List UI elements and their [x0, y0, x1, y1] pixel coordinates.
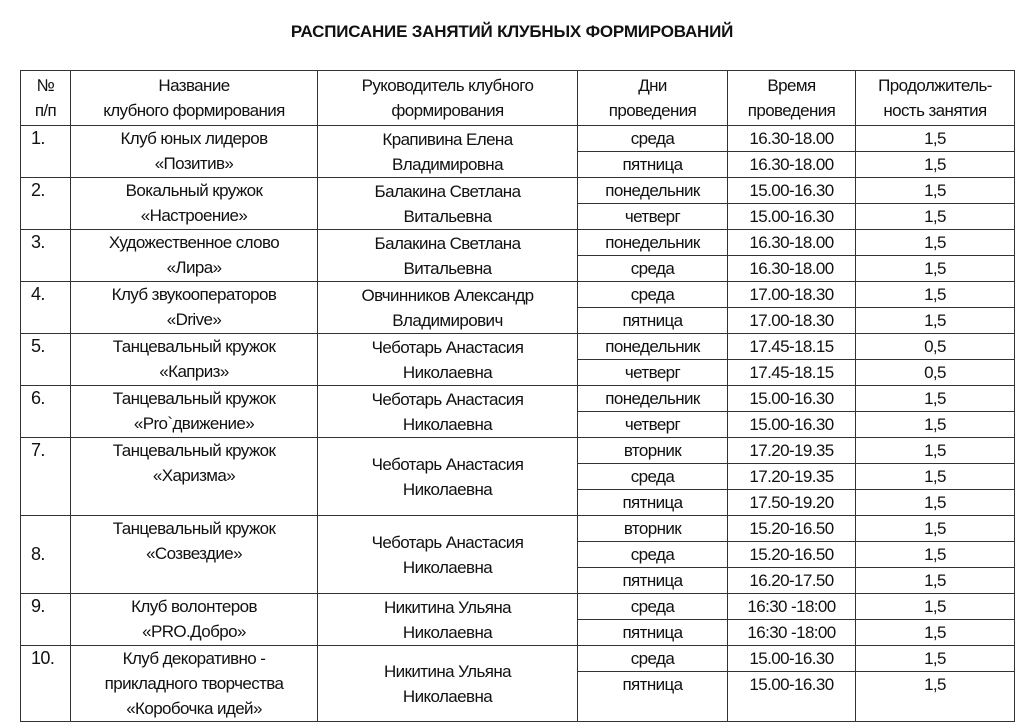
header-row — [21, 71, 1015, 126]
header-line: п/п — [34, 101, 57, 120]
session-day: пятница — [578, 568, 728, 594]
session-duration: 1,5 — [856, 490, 1015, 516]
session-time: 15.00-16.30 — [728, 204, 856, 230]
table-row — [21, 594, 1015, 620]
session-duration: 1,5 — [856, 672, 1015, 722]
session-time: 16.30-18.00 — [728, 152, 856, 178]
club-leader-line: Балакина Светлана — [374, 181, 521, 201]
session-time: 16.20-17.50 — [728, 568, 856, 594]
club-name-line: Танцевальный кружок — [112, 519, 276, 538]
table-row — [21, 178, 1015, 204]
session-time: 17.45-18.15 — [728, 360, 856, 386]
club-leader-line: Витальевна — [403, 206, 492, 226]
session-day: четверг — [578, 204, 728, 230]
club-leader-line: Крапивина Елена — [382, 129, 513, 149]
header-line: Дни — [638, 76, 667, 95]
session-time: 16.30-18.00 — [728, 230, 856, 256]
club-leader-line: Балакина Светлана — [374, 233, 521, 253]
club-leader — [318, 230, 578, 282]
session-day: среда — [578, 542, 728, 568]
club-leader-line: Никитина Ульяна — [383, 597, 512, 617]
header-club-name — [71, 71, 318, 126]
session-day: пятница — [578, 152, 728, 178]
session-time: 15.00-16.30 — [728, 178, 856, 204]
row-number: 1. — [21, 126, 71, 178]
club-name — [71, 516, 318, 594]
club-name — [71, 438, 318, 516]
club-leader-line: Владимирович — [392, 310, 503, 330]
row-number: 9. — [21, 594, 71, 646]
club-leader — [318, 178, 578, 230]
session-day: пятница — [578, 490, 728, 516]
club-name — [71, 178, 318, 230]
session-day: пятница — [578, 620, 728, 646]
session-time: 17.50-19.20 — [728, 490, 856, 516]
session-day: понедельник — [578, 178, 728, 204]
session-time: 15.20-16.50 — [728, 542, 856, 568]
club-name-line: Клуб волонтеров — [131, 597, 257, 616]
session-duration: 1,5 — [856, 204, 1015, 230]
club-name-line: «Лира» — [166, 258, 222, 277]
club-leader-line: Владимировна — [392, 154, 503, 174]
session-time: 15.00-16.30 — [728, 672, 856, 722]
schedule-table — [20, 70, 1015, 722]
session-duration: 1,5 — [856, 256, 1015, 282]
table-row — [21, 334, 1015, 360]
club-leader-line: Чеботарь Анастасия — [371, 389, 524, 409]
club-name — [71, 646, 318, 722]
header-line: проведения — [608, 101, 697, 120]
session-time: 15.00-16.30 — [728, 386, 856, 412]
session-duration: 1,5 — [856, 516, 1015, 542]
session-duration: 1,5 — [856, 178, 1015, 204]
session-duration: 1,5 — [856, 542, 1015, 568]
session-day: понедельник — [578, 386, 728, 412]
club-leader-line: Николаевна — [402, 479, 493, 499]
header-line: Название — [158, 76, 230, 95]
session-day: среда — [578, 594, 728, 620]
club-leader-line: Николаевна — [402, 557, 493, 577]
club-leader-line: Чеботарь Анастасия — [371, 454, 524, 474]
session-time: 15.00-16.30 — [728, 412, 856, 438]
session-time: 16:30 -18:00 — [728, 620, 856, 646]
club-name-line: «Коробочка идей» — [126, 699, 262, 718]
table-row — [21, 438, 1015, 464]
club-leader — [318, 386, 578, 438]
session-time: 16:30 -18:00 — [728, 594, 856, 620]
club-name-line: Вокальный кружок — [125, 181, 263, 200]
session-time: 15.00-16.30 — [728, 646, 856, 672]
club-name — [71, 126, 318, 178]
session-duration: 1,5 — [856, 412, 1015, 438]
row-number: 3. — [21, 230, 71, 282]
header-line: № — [36, 76, 55, 95]
club-name-line: Танцевальный кружок — [112, 389, 276, 408]
club-leader — [318, 126, 578, 178]
session-duration: 1,5 — [856, 126, 1015, 152]
session-time: 15.20-16.50 — [728, 516, 856, 542]
club-name-line: «Позитив» — [154, 154, 234, 173]
session-time: 17.20-19.35 — [728, 464, 856, 490]
table-row — [21, 516, 1015, 542]
club-name-line: Клуб юных лидеров — [120, 129, 268, 148]
session-duration: 0,5 — [856, 360, 1015, 386]
club-name — [71, 282, 318, 334]
club-name — [71, 386, 318, 438]
header-line: Руководитель клубного — [361, 76, 534, 95]
session-day: среда — [578, 256, 728, 282]
session-day: четверг — [578, 360, 728, 386]
club-leader — [318, 646, 578, 722]
club-name-line: прикладного творчества — [104, 674, 284, 693]
session-time: 17.00-18.30 — [728, 308, 856, 334]
club-name-line: Клуб звукооператоров — [111, 285, 277, 304]
session-day: четверг — [578, 412, 728, 438]
row-number: 10. — [21, 646, 71, 722]
session-day: пятница — [578, 672, 728, 722]
session-duration: 1,5 — [856, 464, 1015, 490]
club-name — [71, 230, 318, 282]
table-row — [21, 646, 1015, 672]
session-duration: 1,5 — [856, 230, 1015, 256]
session-duration: 1,5 — [856, 568, 1015, 594]
session-day: среда — [578, 282, 728, 308]
table-row — [21, 386, 1015, 412]
row-number: 4. — [21, 282, 71, 334]
club-leader-line: Чеботарь Анастасия — [371, 532, 524, 552]
row-number: 7. — [21, 438, 71, 516]
club-leader — [318, 594, 578, 646]
header-days — [578, 71, 728, 126]
session-duration: 1,5 — [856, 438, 1015, 464]
header-line: формирования — [391, 101, 504, 120]
club-name-line: «Каприз» — [159, 362, 229, 381]
session-duration: 0,5 — [856, 334, 1015, 360]
table-row — [21, 230, 1015, 256]
club-leader-line: Овчинников Александр — [361, 285, 534, 305]
session-time: 17.00-18.30 — [728, 282, 856, 308]
session-duration: 1,5 — [856, 308, 1015, 334]
header-line: Время — [767, 76, 816, 95]
session-duration: 1,5 — [856, 646, 1015, 672]
session-day: среда — [578, 126, 728, 152]
club-leader-line: Николаевна — [402, 622, 493, 642]
club-leader — [318, 438, 578, 516]
club-name-line: «Drive» — [166, 310, 222, 329]
row-number: 5. — [21, 334, 71, 386]
club-name-line: «Харизма» — [152, 466, 236, 485]
club-name-line: Танцевальный кружок — [112, 441, 276, 460]
session-duration: 1,5 — [856, 620, 1015, 646]
session-time: 16.30-18.00 — [728, 126, 856, 152]
club-leader-line: Чеботарь Анастасия — [371, 337, 524, 357]
header-leader — [318, 71, 578, 126]
club-name-line: Клуб декоративно - — [122, 649, 266, 668]
session-duration: 1,5 — [856, 386, 1015, 412]
club-leader-line: Никитина Ульяна — [383, 661, 512, 681]
club-leader-line: Николаевна — [402, 414, 493, 434]
table-row — [21, 282, 1015, 308]
club-name-line: «Созвездие» — [146, 544, 242, 563]
header-number — [21, 71, 71, 126]
row-number: 8. — [21, 516, 71, 594]
club-leader — [318, 334, 578, 386]
session-day: понедельник — [578, 230, 728, 256]
page-title: РАСПИСАНИЕ ЗАНЯТИЙ КЛУБНЫХ ФОРМИРОВАНИЙ — [290, 22, 734, 41]
session-time: 17.20-19.35 — [728, 438, 856, 464]
row-number: 6. — [21, 386, 71, 438]
header-line: Продолжитель- — [878, 76, 992, 95]
session-day: пятница — [578, 308, 728, 334]
session-day: среда — [578, 646, 728, 672]
session-day: вторник — [578, 516, 728, 542]
club-name-line: «Pro`движение» — [133, 414, 255, 433]
header-line: клубного формирования — [103, 101, 285, 120]
table-row — [21, 126, 1015, 152]
club-leader-line: Витальевна — [403, 258, 492, 278]
header-line: проведения — [747, 101, 836, 120]
session-day: среда — [578, 464, 728, 490]
club-leader — [318, 282, 578, 334]
header-line: ность занятия — [883, 101, 987, 120]
club-name-line: Танцевальный кружок — [112, 337, 276, 356]
session-duration: 1,5 — [856, 152, 1015, 178]
row-number: 2. — [21, 178, 71, 230]
club-leader-line: Николаевна — [402, 686, 493, 706]
club-name — [71, 334, 318, 386]
session-time: 16.30-18.00 — [728, 256, 856, 282]
club-name — [71, 594, 318, 646]
header-time — [728, 71, 856, 126]
club-name-line: Художественное слово — [108, 233, 280, 252]
club-name-line: «PRO.Добро» — [142, 622, 246, 641]
session-duration: 1,5 — [856, 282, 1015, 308]
header-duration — [856, 71, 1015, 126]
session-day: вторник — [578, 438, 728, 464]
session-time: 17.45-18.15 — [728, 334, 856, 360]
club-name-line: «Настроение» — [140, 206, 248, 225]
club-leader-line: Николаевна — [402, 362, 493, 382]
session-duration: 1,5 — [856, 594, 1015, 620]
club-leader — [318, 516, 578, 594]
session-day: понедельник — [578, 334, 728, 360]
